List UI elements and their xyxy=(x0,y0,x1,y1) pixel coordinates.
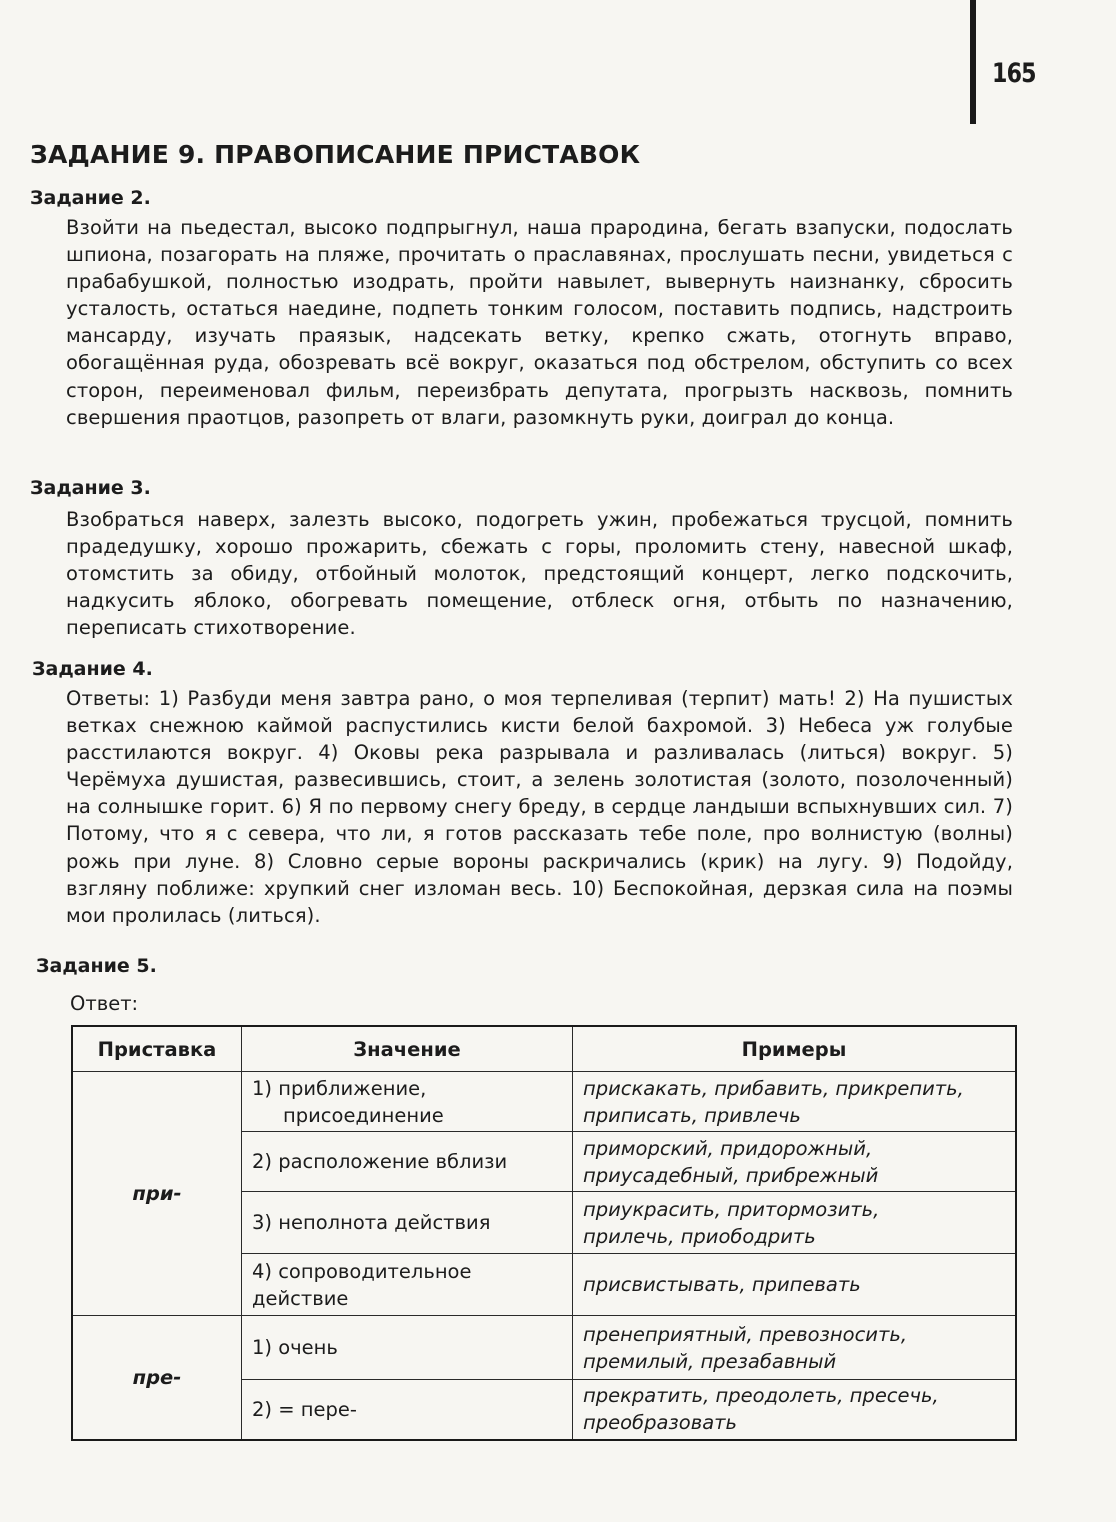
task-2-text: Взойти на пьедестал, высоко подпрыгнул, наша прародина, бегать взапуски, подослать шпиона, позагорать на пляже, прочитать о праславянах, прослушать песни, увидеться с прабабушкой, полностью изодрать, пройти навылет, вывернуть наизнанку, сбросить усталость, остаться наедине, подпеть тонким голосом, поставить подпись, надстроить мансарду, изучать праязык, надсекать ветку, крепко сжать, отогнуть вправо, обогащённая руда, обозревать всё вокруг, оказаться под обстрелом, обступить со всех сторон, переименовал фильм, переизбрать депутата, прогрызть насквозь, помнить свершения праотцов, разопреть от влаги, разомкнуть руки, доиграл до конца. xyxy=(66,216,1013,429)
prefix-cell-pre: пре- xyxy=(72,1316,242,1440)
task-5-heading: Задание 5. xyxy=(36,955,157,977)
meaning-cell xyxy=(242,1132,573,1192)
meaning-line: 4) сопроводительное xyxy=(252,1259,472,1283)
examples-cell xyxy=(573,1192,1017,1254)
examples-line: приусадебный, прибрежный xyxy=(583,1163,879,1187)
header-meaning: Значение xyxy=(242,1026,573,1072)
examples-cell xyxy=(573,1316,1017,1380)
examples-cell xyxy=(573,1072,1017,1132)
task-3-text: Взобраться наверх, залезть высоко, подогреть ужин, пробежаться трусцой, помнить прадедушку, хорошо прожарить, сбежать с горы, проломить стену, навесной шкаф, отомстить за обиду, отбойный молоток, предстоящий концерт, легко подскочить, надкусить яблоко, обогревать помещение, отблеск огня, отбыть по назначению, переписать стихотворение. xyxy=(66,508,1013,640)
task-4-text: Ответы: 1) Разбуди меня завтра рано, о моя терпеливая (терпит) мать! 2) На пушистых ветках снежною каймой распустились кисти белой бахромой. 3) Небеса уж голубые расстилаются вокруг. 4) Оковы река разрывала и разливалась (литься) вокруг. 5) Черёмуха душистая, развесившись, стоит, а зелень золотистая (золото, позолоченный) на солнышке горит. 6) Я по первому снегу бреду, в сердце ландыши вспыхнувших сил. 7) Потому, что я с севера, что ли, я готов рассказать тебе поле, про волнистую (волны) рожь при луне. 8) Словно серые вороны раскричались (крик) на лугу. 9) Подойду, взгляну поближе: хрупкий снег изломан весь. 10) Беспокойная, дерзкая сила на поэмы мои пролилась (литься). xyxy=(66,687,1013,927)
examples-line: приморский, придорожный, xyxy=(583,1136,873,1160)
meaning-cell xyxy=(242,1316,573,1380)
task-3-heading: Задание 3. xyxy=(30,477,151,499)
prefix-cell-pri: при- xyxy=(72,1072,242,1316)
task-2-heading: Задание 2. xyxy=(30,187,151,209)
examples-cell xyxy=(573,1254,1017,1316)
examples-line: присвистывать, припевать xyxy=(583,1273,861,1296)
meaning-cell xyxy=(242,1192,573,1254)
table-header-row xyxy=(72,1026,1016,1072)
meaning-line: 3) неполнота действия xyxy=(252,1211,491,1234)
examples-line: прискакать, прибавить, прикрепить, xyxy=(583,1076,964,1100)
table-row xyxy=(72,1316,1016,1380)
examples-line: прилечь, приободрить xyxy=(583,1224,816,1248)
examples-cell xyxy=(573,1380,1017,1440)
prefix-table xyxy=(71,1025,1017,1441)
meaning-line: 2) расположение вблизи xyxy=(252,1150,508,1173)
meaning-line: присоединение xyxy=(283,1103,444,1127)
header-examples: Примеры xyxy=(573,1026,1017,1072)
examples-line: преобразовать xyxy=(583,1411,738,1435)
examples-line: пренеприятный, превозносить, xyxy=(583,1322,908,1346)
header-prefix: Приставка xyxy=(72,1026,242,1072)
examples-line: премилый, презабавный xyxy=(583,1349,837,1373)
examples-line: приукрасить, притормозить, xyxy=(583,1197,880,1221)
examples-line: прекратить, преодолеть, пресечь, xyxy=(583,1384,939,1408)
examples-line: приписать, привлечь xyxy=(583,1103,801,1127)
page-number: 165 xyxy=(992,58,1036,89)
meaning-cell xyxy=(242,1072,573,1132)
page-edge-rule xyxy=(970,0,976,124)
meaning-line: действие xyxy=(252,1286,349,1310)
task-4-heading: Задание 4. xyxy=(32,658,153,680)
meaning-line: 2) = пере- xyxy=(252,1397,357,1421)
examples-cell xyxy=(573,1132,1017,1192)
meaning-cell xyxy=(242,1380,573,1440)
answer-label: Ответ: xyxy=(70,992,139,1015)
meaning-line: 1) очень xyxy=(252,1336,338,1359)
table-row xyxy=(72,1072,1016,1132)
meaning-line: 1) приближение, xyxy=(252,1076,427,1100)
meaning-cell xyxy=(242,1254,573,1316)
chapter-title: ЗАДАНИЕ 9. ПРАВОПИСАНИЕ ПРИСТАВОК xyxy=(30,140,641,169)
